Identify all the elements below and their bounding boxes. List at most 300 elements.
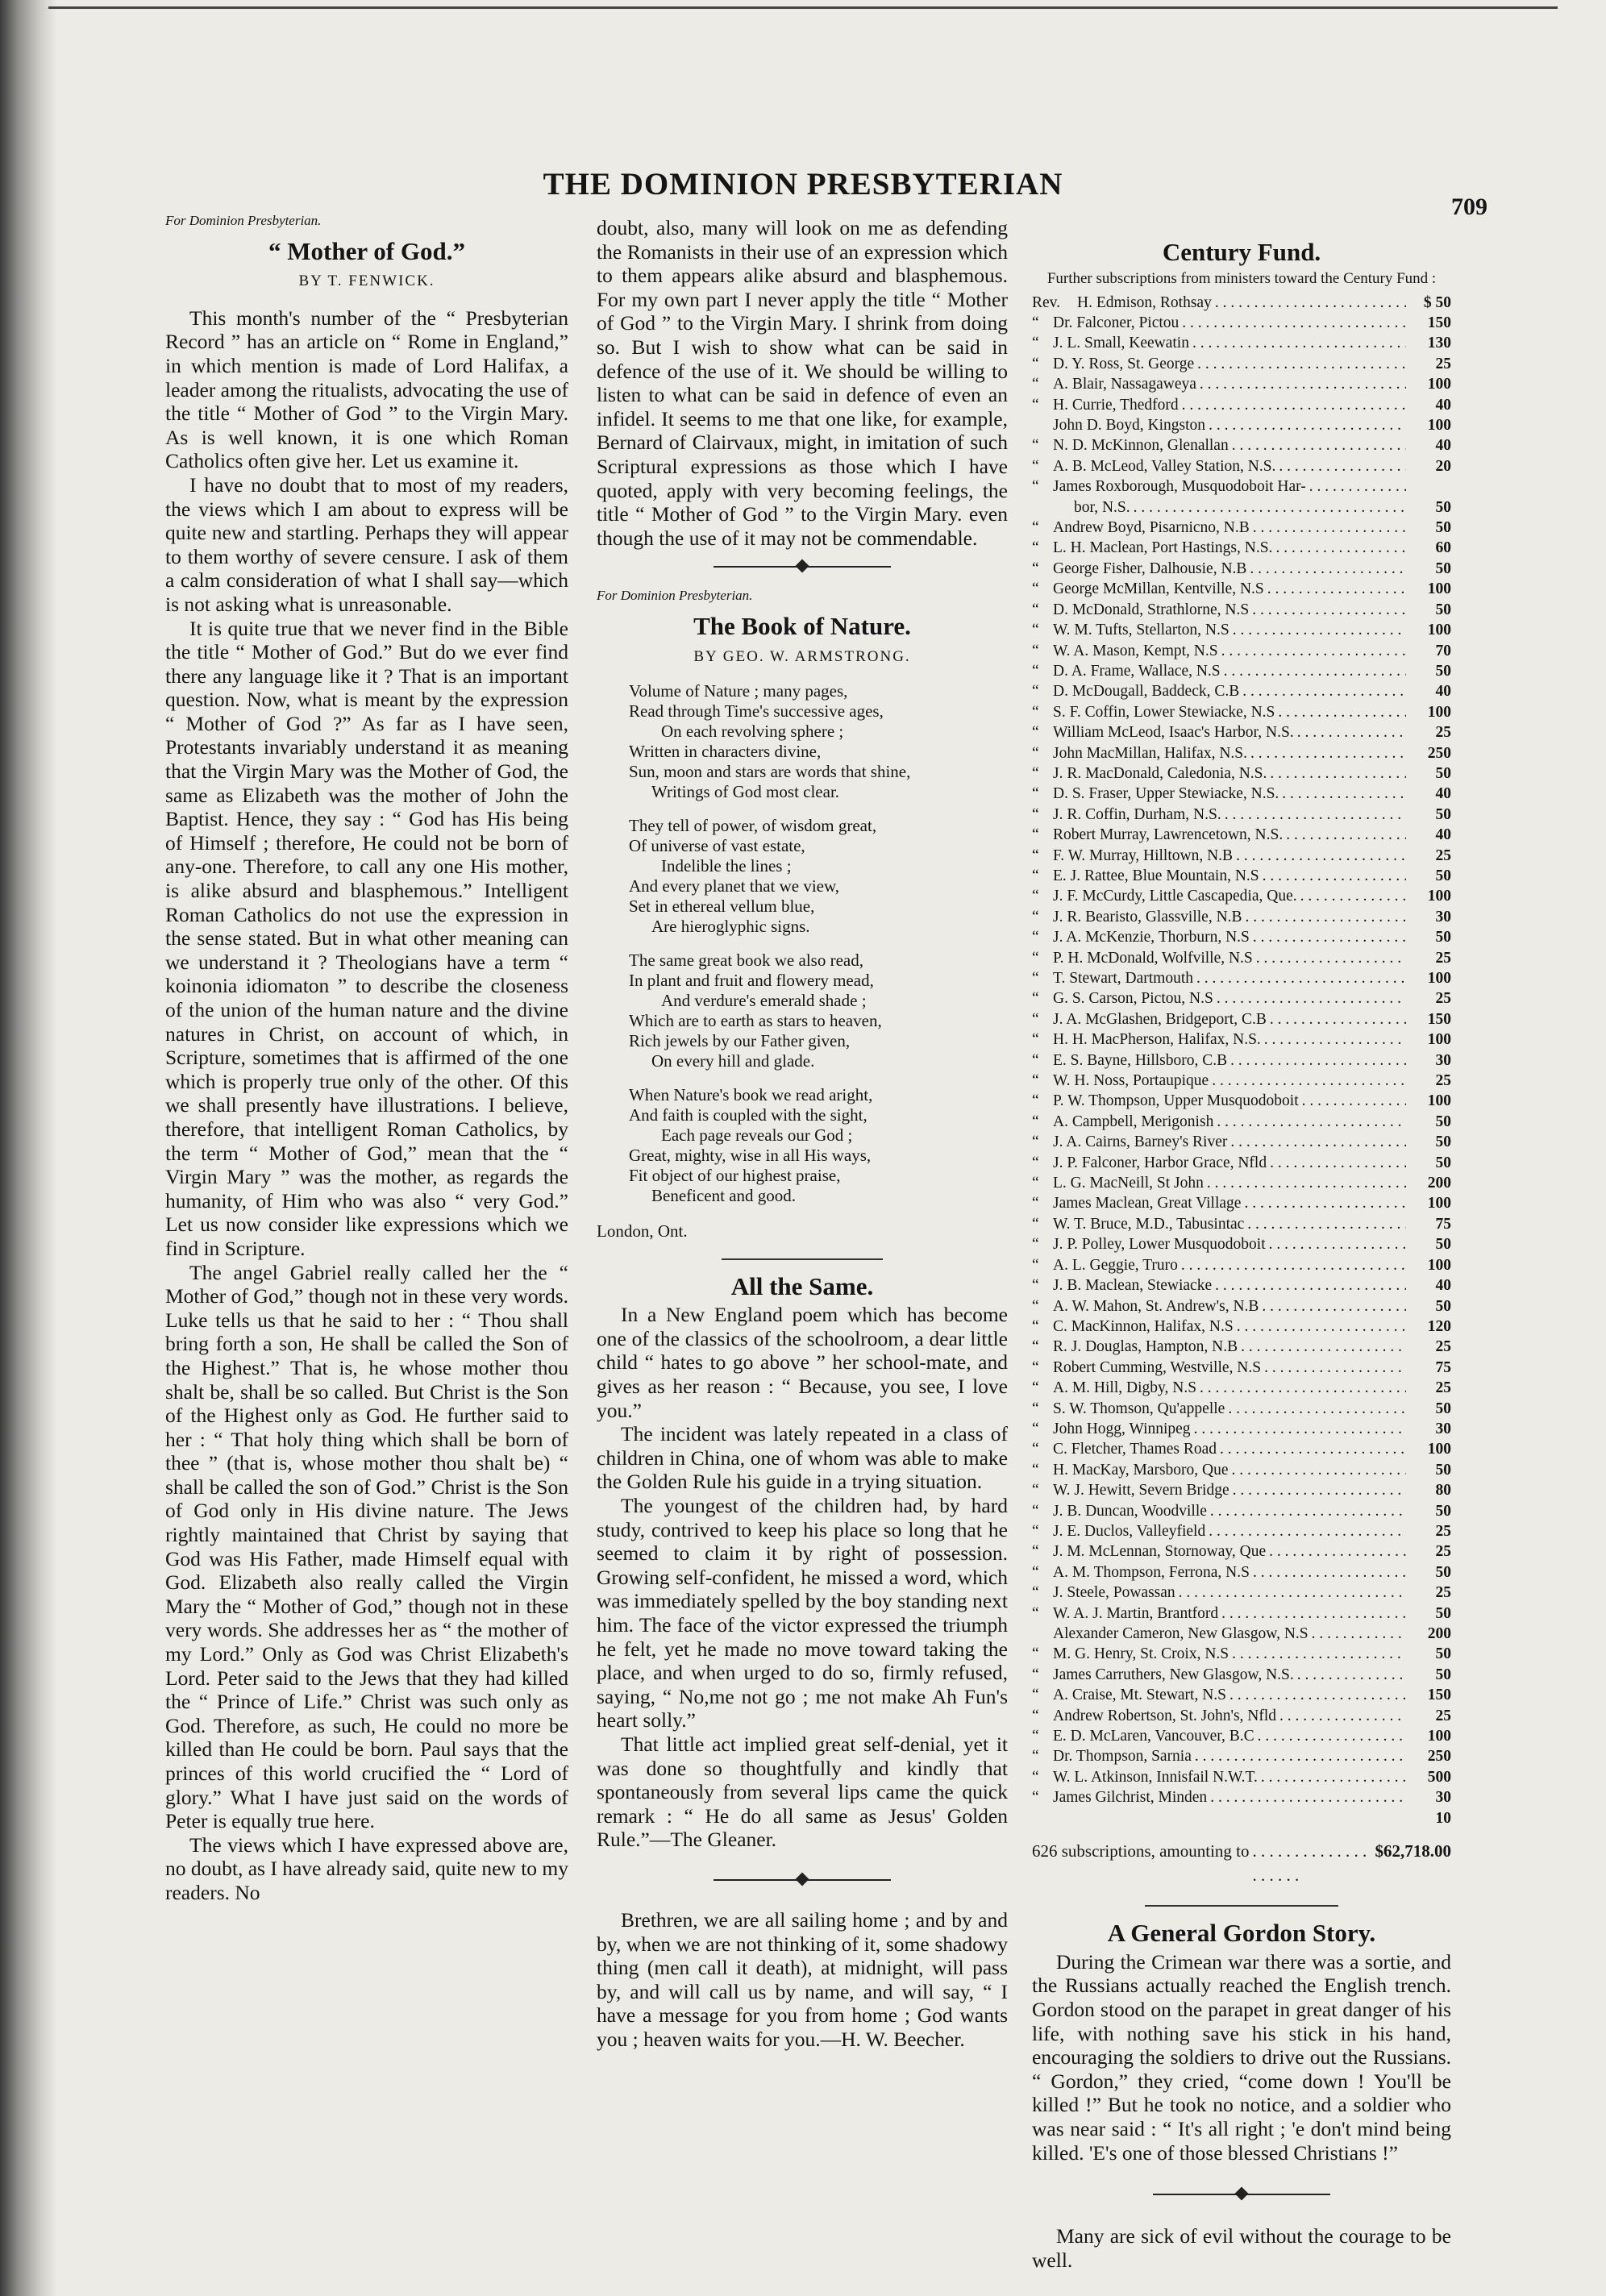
poem-line: When Nature's book we read aright, [629,1085,873,1105]
subscriber-name: J. P. Falconer, Harbor Grace, Nfld [1053,1154,1267,1171]
poem-line: On each revolving sphere ; [661,722,844,742]
subscriber-name: J. L. Small, Keewatin [1053,335,1189,352]
subscription-amount: 25 [1435,1379,1451,1397]
subscriber-name: W. A. Mason, Kempt, N.S [1053,642,1218,659]
subscription-row [1032,1644,1451,1664]
poem-line: Read through Time's successive ages, [629,701,884,722]
leader-dots [1262,1296,1406,1316]
subscription-row [1032,1419,1451,1439]
poem-line: And verdure's emerald shade ; [661,991,867,1011]
subscriber-name: M. G. Henry, St. Croix, N.S [1053,1645,1229,1663]
subscription-row [1032,1562,1451,1583]
subscription-row [1032,661,1451,681]
subscription-amount: 50 [1435,498,1451,516]
subscription-amount: 50 [1435,1604,1451,1622]
ornament-rule [714,1873,891,1887]
row-prefix: “ [1032,703,1039,721]
subscription-amount: 250 [1427,1748,1451,1766]
row-prefix: “ [1032,539,1039,557]
subscription-amount: 100 [1427,970,1451,987]
subscription-row [1032,1521,1451,1541]
leader-dots [1297,1665,1406,1685]
leader-dots [1264,1358,1406,1378]
leader-dots [1244,1193,1406,1213]
subscription-row [1032,1029,1451,1050]
subscriber-name: A. M. Hill, Digby, N.S [1053,1379,1197,1397]
subscription-amount: 100 [1427,1728,1451,1745]
subscriber-name: P. H. McDonald, Wolfville, N.S [1053,949,1253,967]
subscriber-name: James Roxborough, Musquodoboit Har- [1053,478,1306,496]
subscription-amount: 25 [1435,1522,1451,1540]
row-prefix: “ [1032,642,1039,659]
subscription-amount: 25 [1435,846,1451,864]
leader-dots [1256,948,1406,968]
leader-dots [1282,784,1406,804]
subscription-row [1032,1050,1451,1071]
subscriber-name: J. R. Bearisto, Glassville, N.B [1053,908,1242,925]
subscription-amount: 50 [1435,601,1451,618]
subscription-row [1032,1726,1451,1746]
subscriber-name: J. E. Duclos, Valleyfield [1053,1522,1206,1540]
leader-dots [1247,1214,1406,1234]
subscription-row [1032,333,1451,353]
subscription-row [1032,1767,1451,1787]
leader-dots [1197,354,1406,374]
subscription-row [1032,846,1451,866]
leader-dots [1275,538,1406,558]
subscriber-name: E. S. Bayne, Hillsboro, C.B [1053,1051,1228,1069]
poem-line: Rich jewels by our Father given, [629,1031,851,1051]
subscription-row [1032,1296,1451,1316]
subscriber-name: Alexander Cameron, New Glasgow, N.S [1053,1625,1309,1642]
poem-line: Great, mighty, wise in all His ways, [629,1146,872,1166]
row-prefix: “ [1032,1461,1039,1479]
poem-stanza [629,681,1008,802]
subscription-row [1032,1337,1451,1357]
subscriber-name: E. J. Rattee, Blue Mountain, N.S [1053,867,1259,884]
subscription-amount: 60 [1435,539,1451,557]
poem-line: On every hill and glade. [651,1051,815,1071]
row-prefix [1032,415,1053,435]
subscription-row [1032,1153,1451,1173]
subscription-amount: 50 [1435,1461,1451,1479]
subscription-row [1032,1378,1451,1398]
row-prefix: “ [1032,1441,1039,1458]
subscriber-name: E. D. McLaren, Vancouver, B.C [1053,1728,1254,1745]
row-prefix: “ [1032,1584,1039,1602]
subscription-row [1032,1439,1451,1459]
subscription-row [1032,1603,1451,1624]
row-prefix: “ [1032,335,1039,352]
subscription-row [1032,805,1451,825]
row-prefix: “ [1032,1175,1039,1192]
row-prefix: “ [1032,1051,1039,1069]
subscription-row [1032,374,1451,394]
subscription-amount: 50 [1435,1502,1451,1520]
subscription-amount: 130 [1427,335,1451,352]
row-prefix: “ [1032,1317,1039,1335]
leader-dots [1228,1399,1406,1419]
subscription-amount: 50 [1435,1563,1451,1581]
paragraph: The angel Gabriel really called her the “ Mother of God,” though not in these very words. Luke tells us that he said to her : “ Thou shall bring forth a son, He shall be called the Son of the Highest.” That is, he whose mother thou shalt be, shall be so called. But Christ is the Son of the Highest only as God. He further said to her : “ That holy thing which shall be born of thee ” (that is, whose mother thou shalt be) “ shall be called the son of God.” Christ is the Son of God only in His divine nature. The Jews rightly maintained that Christ by saying that God was His Father, made Himself equal with God. Elizabeth also really called the Virgin Mary the “ Mother of God,” though not in these very words. She addresses her as “ the mother of my Lord.” Only as God was Christ Elizabeth's Lord. Peter said to the Jews that they had killed the “ Prince of Life.” Christ was such only as God. Therefore, as such, He could no more be killed than He could be born. Paul says that the princes of this world crucified the “ Lord of glory.” What I have just said on the words of Peter is equally true here. [165,1260,568,1833]
leader-dots [1237,1316,1406,1337]
leader-dots [1209,415,1406,435]
subscription-amount: 50 [1435,1133,1451,1151]
subscriber-name: H. Edmison, Rothsay [1077,293,1212,311]
leader-dots [1279,456,1406,476]
subscription-amount: 40 [1435,785,1451,803]
subscription-amount: 100 [1427,1256,1451,1274]
subscription-amount: 30 [1435,1789,1451,1807]
subscriber-name: James Maclean, Great Village [1053,1195,1242,1212]
leader-dots [1269,1541,1406,1562]
subscription-amount: 80 [1435,1482,1451,1499]
subscription-amount: 25 [1435,1072,1451,1090]
row-prefix: “ [1032,376,1039,393]
subscriber-name: H. MacKay, Marsboro, Que [1053,1461,1229,1479]
subscriber-name: H. Currie, Thedford [1053,396,1179,414]
leader-dots [1181,1255,1406,1275]
leader-dots [1258,1726,1406,1746]
subscriber-name: W. J. Hewitt, Severn Bridge [1053,1482,1229,1499]
subscriber-name: J. R. MacDonald, Caledonia, N.S. [1053,764,1267,782]
subscription-amount: 50 [1435,1236,1451,1254]
column-2 [597,216,1008,2052]
subscription-row [1032,1193,1451,1213]
paragraph: I have no doubt that to most of my readers, the views which I am about to express will be quite new and startling. Perhaps they will appear to them worthy of severe censure. I ask of them a calm consideration of what I shall say—which is not asking what is unreasonable. [165,472,568,616]
subscription-amount: 40 [1435,683,1451,701]
subscription-amount: 100 [1427,703,1451,721]
subscription-amount: 40 [1435,1277,1451,1295]
row-prefix: “ [1032,1707,1039,1724]
subscription-amount: 200 [1427,1625,1451,1642]
subscriber-name: John D. Boyd, Kingston [1053,417,1206,435]
subscription-row [1032,1541,1451,1562]
spacer [1053,1808,1409,1828]
poem-line: Indelible the lines ; [661,856,792,876]
subscription-amount: 100 [1427,1441,1451,1458]
subscription-amount: 150 [1427,1687,1451,1704]
subscription-row [1032,395,1451,415]
leader-dots [1232,1644,1406,1664]
leader-dots [1217,988,1406,1009]
leader-dots [1233,1480,1406,1500]
subscriber-name: A. Blair, Nassagaweya [1053,376,1196,393]
poem-stanza [629,1085,1008,1206]
row-prefix: “ [1032,867,1039,884]
row-prefix: “ [1032,519,1039,537]
subscription-amount: 20 [1435,457,1451,475]
subscription-row [1032,1399,1451,1419]
diamond-ornament-icon [796,1872,809,1886]
subscription-row [1032,559,1451,579]
subscription-amount: 50 [1435,1645,1451,1663]
subscriber-name: J. M. McLennan, Stornoway, Que [1053,1543,1267,1561]
row-prefix: “ [1032,314,1039,331]
row-prefix: “ [1032,396,1039,414]
subscriber-name: C. MacKinnon, Halifax, N.S [1053,1317,1234,1335]
row-prefix: “ [1032,580,1039,598]
subscription-amount: 75 [1435,1358,1451,1376]
subscriber-name: S. W. Thomson, Qu'appelle [1053,1400,1225,1417]
leader-dots [1221,641,1406,661]
subscription-amount: 25 [1435,1584,1451,1602]
subscriber-name: J. A. McKenzie, Thorburn, N.S [1053,929,1250,946]
leader-dots [1182,313,1406,333]
leader-dots [1217,1112,1406,1132]
subscription-amount: 50 [1435,662,1451,680]
subscription-amount: 150 [1427,314,1451,331]
leader-dots [1300,886,1406,906]
subscription-amount [1409,476,1451,497]
subscription-amount: 40 [1435,826,1451,844]
subscription-amount: 50 [1435,519,1451,537]
paragraph: doubt, also, many will look on me as defending the Romanists in their use of an expression which to them appears alike absurd and blasphemous. For my own part I never apply the title “ Mother of God ” to the Virgin Mary. I shrink from doing so. But I wish to show what can be said in defence of the use of it. We should be willing to listen to what can be said in defence of even an infidel. It seems to me that one like, for example, Bernard of Clairvaux, might, in imitation of such Scriptural expressions as those which I have quoted, apply with very becoming feelings, the title “ Mother of God ” to the Virgin Mary. even though the use of it may not be commendable. [597,216,1008,550]
subscription-amount: 25 [1435,1543,1451,1561]
poem-line: Fit object of our highest praise, [629,1166,841,1186]
subscription-row [1032,1480,1451,1500]
ornament-rule [714,559,891,574]
subscription-row [1032,476,1451,497]
leader-dots [1220,1439,1406,1459]
leader-dots [1270,1153,1406,1173]
row-prefix: “ [1032,1297,1039,1315]
subscriber-name: G. S. Carson, Pictou, N.S [1053,990,1213,1008]
row-prefix: “ [1032,785,1039,803]
top-rule [48,6,1558,9]
subscription-amount: 100 [1427,622,1451,639]
subscriber-name: Andrew Robertson, St. John's, Nfld [1053,1707,1277,1724]
subscription-amount: 50 [1435,1113,1451,1130]
row-prefix: “ [1032,1789,1039,1807]
subscription-amount: 25 [1435,355,1451,372]
row-prefix: “ [1032,1236,1039,1254]
row-prefix: “ [1032,929,1039,946]
subscriber-name: L. H. Maclean, Port Hastings, N.S. [1053,539,1273,557]
poem [629,681,1008,1206]
total-label: 626 subscriptions, amounting to [1032,1841,1250,1861]
row-prefix: “ [1032,805,1039,823]
leader-dots [1134,497,1406,518]
poem-line: Set in ethereal vellum blue, [629,896,815,917]
poem-line: Which are to earth as stars to heaven, [629,1011,882,1031]
poem-line: In plant and fruit and flowery mead, [629,971,874,991]
row-prefix: “ [1032,970,1039,987]
subscription-row [1032,763,1451,784]
poem-line: Are hieroglyphic signs. [651,917,810,937]
leader-dots [1250,743,1406,763]
subscription-row [1032,579,1451,599]
row-prefix: “ [1032,478,1039,496]
poem-line: Volume of Nature ; many pages, [629,681,848,701]
fund-intro: Further subscriptions from ministers toward the Century Fund : [1046,269,1437,287]
subscription-amount: 30 [1435,1051,1451,1069]
subscriber-name: W. T. Bruce, M.D., Tabusintac [1053,1215,1245,1233]
row-prefix: “ [1032,724,1039,742]
leader-dots [1182,395,1406,415]
subscription-row [1032,825,1451,845]
subscriber-name: J. B. Duncan, Woodville [1053,1502,1207,1520]
subscriber-name: John Hogg, Winnipeg [1053,1420,1191,1437]
paragraph: The views which I have expressed above are, no doubt, as I have already said, quite new to my readers. No [165,1832,568,1904]
leader-dots [1221,1603,1406,1624]
paragraph: It is quite true that we never find in the Bible the title “ Mother of God.” But do we ever find there any language like it ? That is an important question. Now, what is meant by the expression “ Mother of God ?” As far as I have seen, Protestants invariably understand it as meaning that the Virgin Mary was the Mother of God, the same as Elizabeth was the mother of John the Baptist. Hence, they say : “ God has His being of Himself ; therefore, He could not be born of any-one. Therefore, to call any one His mother, is alike absurd and blasphemous.” Intelligent Roman Catholics do not use the expression in the sense stated. But in what other meaning can we understand it ? Theologians have a term “ koinonia idiomaton ” to describe the closeness of the union of the human nature and the divine natures in Christ, on account of which, in Scripture, sometimes that is affirmed of the one which is properly true only of the other. Of this we shall presently have illustrations. I believe, therefore, that intelligent Roman Catholics, by the term “ Mother of God,” mean that the “ Virgin Mary ” was the mother, as regards the humanity, of Him who was also “ very God.” Let us now consider like expressions which we find in Scripture. [165,616,568,1260]
subscription-amount: 100 [1427,1195,1451,1212]
leader-dots [1297,722,1406,742]
row-prefix: “ [1032,888,1039,905]
subscriber-name: James Gilchrist, Minden [1053,1789,1208,1807]
poem-line: Beneficent and good. [651,1186,797,1206]
subscription-row [1032,313,1451,333]
paragraph: The incident was lately repeated in a class of children in China, one of whom was able to make the Golden Rule his guide in a trying situation. [597,1422,1008,1494]
subscription-amount: 50 [1435,867,1451,884]
subscription-row [1032,1009,1451,1029]
subscription-amount: 30 [1435,908,1451,925]
subscription-amount: 100 [1427,888,1451,905]
row-prefix: “ [1032,1768,1039,1786]
subscriber-name: S. F. Coffin, Lower Stewiacke, N.S [1053,703,1275,721]
subscription-amount: 150 [1427,1010,1451,1028]
row-prefix: “ [1032,744,1039,762]
leader-dots [1312,1624,1406,1644]
subscriber-name: W. L. Atkinson, Innisfail N.W.T. [1053,1768,1258,1786]
subscriber-name: D. McDonald, Strathlorne, N.S [1053,601,1250,618]
subscription-row [1032,702,1451,722]
subscription-row [1032,1685,1451,1705]
subscription-row [1032,456,1451,476]
subscription-amount: 100 [1427,1031,1451,1049]
leader-dots [1215,293,1406,313]
subscription-amount: 500 [1427,1768,1451,1786]
subscriber-name: C. Fletcher, Thames Road [1053,1441,1217,1458]
source-note: For Dominion Presbyterian. [597,588,753,604]
subscriber-name: N. D. McKinnon, Glenallan [1053,437,1229,455]
row-prefix: “ [1032,1522,1039,1540]
subscription-amount: 70 [1435,642,1451,659]
row-prefix: “ [1032,1379,1039,1397]
subscriber-name: Andrew Boyd, Pisarnicno, N.B [1053,519,1250,537]
paragraph: That little act implied great self-denial, yet it was done so thoughtfully and kindly that spontaneously from several lips came the quick remark : “ He do all same as Jesus' Golden Rule.”—The Gleaner. [597,1732,1008,1852]
leader-dots [1232,1460,1406,1480]
subscriber-name: Robert Murray, Lawrencetown, N.S. [1053,826,1284,844]
subscription-row [1032,1358,1451,1378]
leader-dots [1246,907,1406,927]
leader-dots [1242,681,1406,701]
leader-dots [1225,805,1406,825]
subscription-row [1032,784,1451,804]
subscription-amount: 100 [1427,1092,1451,1110]
subscription-amount: 100 [1427,376,1451,393]
row-prefix: “ [1032,846,1039,864]
subscription-row [1032,722,1451,742]
subscription-row [1032,1501,1451,1521]
row-prefix: “ [1032,1604,1039,1622]
subscription-row [1032,1706,1451,1726]
subscription-amount: 100 [1427,417,1451,435]
subscription-row [1032,1112,1451,1132]
row-prefix: “ [1032,1154,1039,1171]
row-prefix: “ [1032,1400,1039,1417]
subscription-row [1032,497,1451,518]
subscriber-name: John MacMillan, Halifax, N.S. [1053,744,1248,762]
subscription-row [1032,1234,1451,1254]
leader-dots [1192,333,1406,353]
subscriber-name: J. Steele, Powassan [1053,1584,1175,1602]
leader-dots [1196,968,1406,988]
subscription-row [1032,1665,1451,1685]
row-prefix: Rev. [1032,293,1061,311]
leader-dots [1263,866,1406,886]
row-prefix: “ [1032,683,1039,701]
subscription-amount: 40 [1435,396,1451,414]
row-prefix: “ [1032,1010,1039,1028]
subscription-amount: 50 [1435,1666,1451,1683]
leader-dots [1212,1071,1406,1091]
subscription-row [1032,1808,1451,1828]
subscriber-name: R. J. Douglas, Hampton, N.B [1053,1338,1238,1356]
row-prefix: “ [1032,1113,1039,1130]
subscription-amount: 50 [1435,1297,1451,1315]
subscription-row [1032,518,1451,538]
leader-dots [1224,661,1406,681]
row-prefix: “ [1032,1195,1039,1212]
subscription-row [1032,293,1451,313]
leader-dots [1253,518,1406,538]
subscription-amount: 50 [1435,1154,1451,1171]
subscriber-name: Dr. Thompson, Sarnia [1053,1748,1192,1766]
subscription-row [1032,907,1451,927]
leader-dots [1302,1091,1406,1111]
subscription-row [1032,435,1451,455]
row-prefix: “ [1032,1728,1039,1745]
subscriber-name: J. R. Coffin, Durham, N.S. [1053,805,1221,823]
leader-dots [1269,1234,1406,1254]
subscription-row [1032,968,1451,988]
subscription-amount: 200 [1427,1175,1451,1192]
subscription-amount: 50 [1435,764,1451,782]
subscription-amount: 10 [1435,1809,1451,1827]
binding-shadow [0,0,56,2296]
leader-dots [1210,1787,1406,1807]
subscription-row [1032,600,1451,620]
leader-dots [1253,1562,1406,1583]
subscription-amount: 30 [1435,1420,1451,1437]
row-prefix [1032,497,1053,518]
subscriber-name: George Fisher, Dalhousie, N.B [1053,559,1247,577]
subscriber-name: J. F. McCurdy, Little Cascapedia, Que. [1053,888,1297,905]
row-prefix: “ [1032,1072,1039,1090]
subscription-row [1032,1460,1451,1480]
subscriber-name: A. Craise, Mt. Stewart, N.S [1053,1687,1227,1704]
row-prefix [1032,1808,1053,1828]
subscription-row [1032,1316,1451,1337]
row-prefix: “ [1032,1092,1039,1110]
subscription-row [1032,354,1451,374]
row-prefix: “ [1032,1666,1039,1683]
leader-dots [1195,1746,1406,1766]
row-prefix: “ [1032,990,1039,1008]
leader-dots [1229,1685,1406,1705]
row-prefix: “ [1032,559,1039,577]
subscriber-name: A. Campbell, Merigonish [1053,1113,1214,1130]
leader-dots [1261,1767,1406,1787]
subscriber-name: D. McDougall, Baddeck, C.B [1053,683,1240,701]
row-prefix: “ [1032,662,1039,680]
subscription-list [1032,293,1451,1828]
article-title: “ Mother of God.” [268,236,465,265]
subscriber-name: A. L. Geggie, Truro [1053,1256,1178,1274]
subscriber-name: A. W. Mahon, St. Andrew's, N.B [1053,1297,1259,1315]
